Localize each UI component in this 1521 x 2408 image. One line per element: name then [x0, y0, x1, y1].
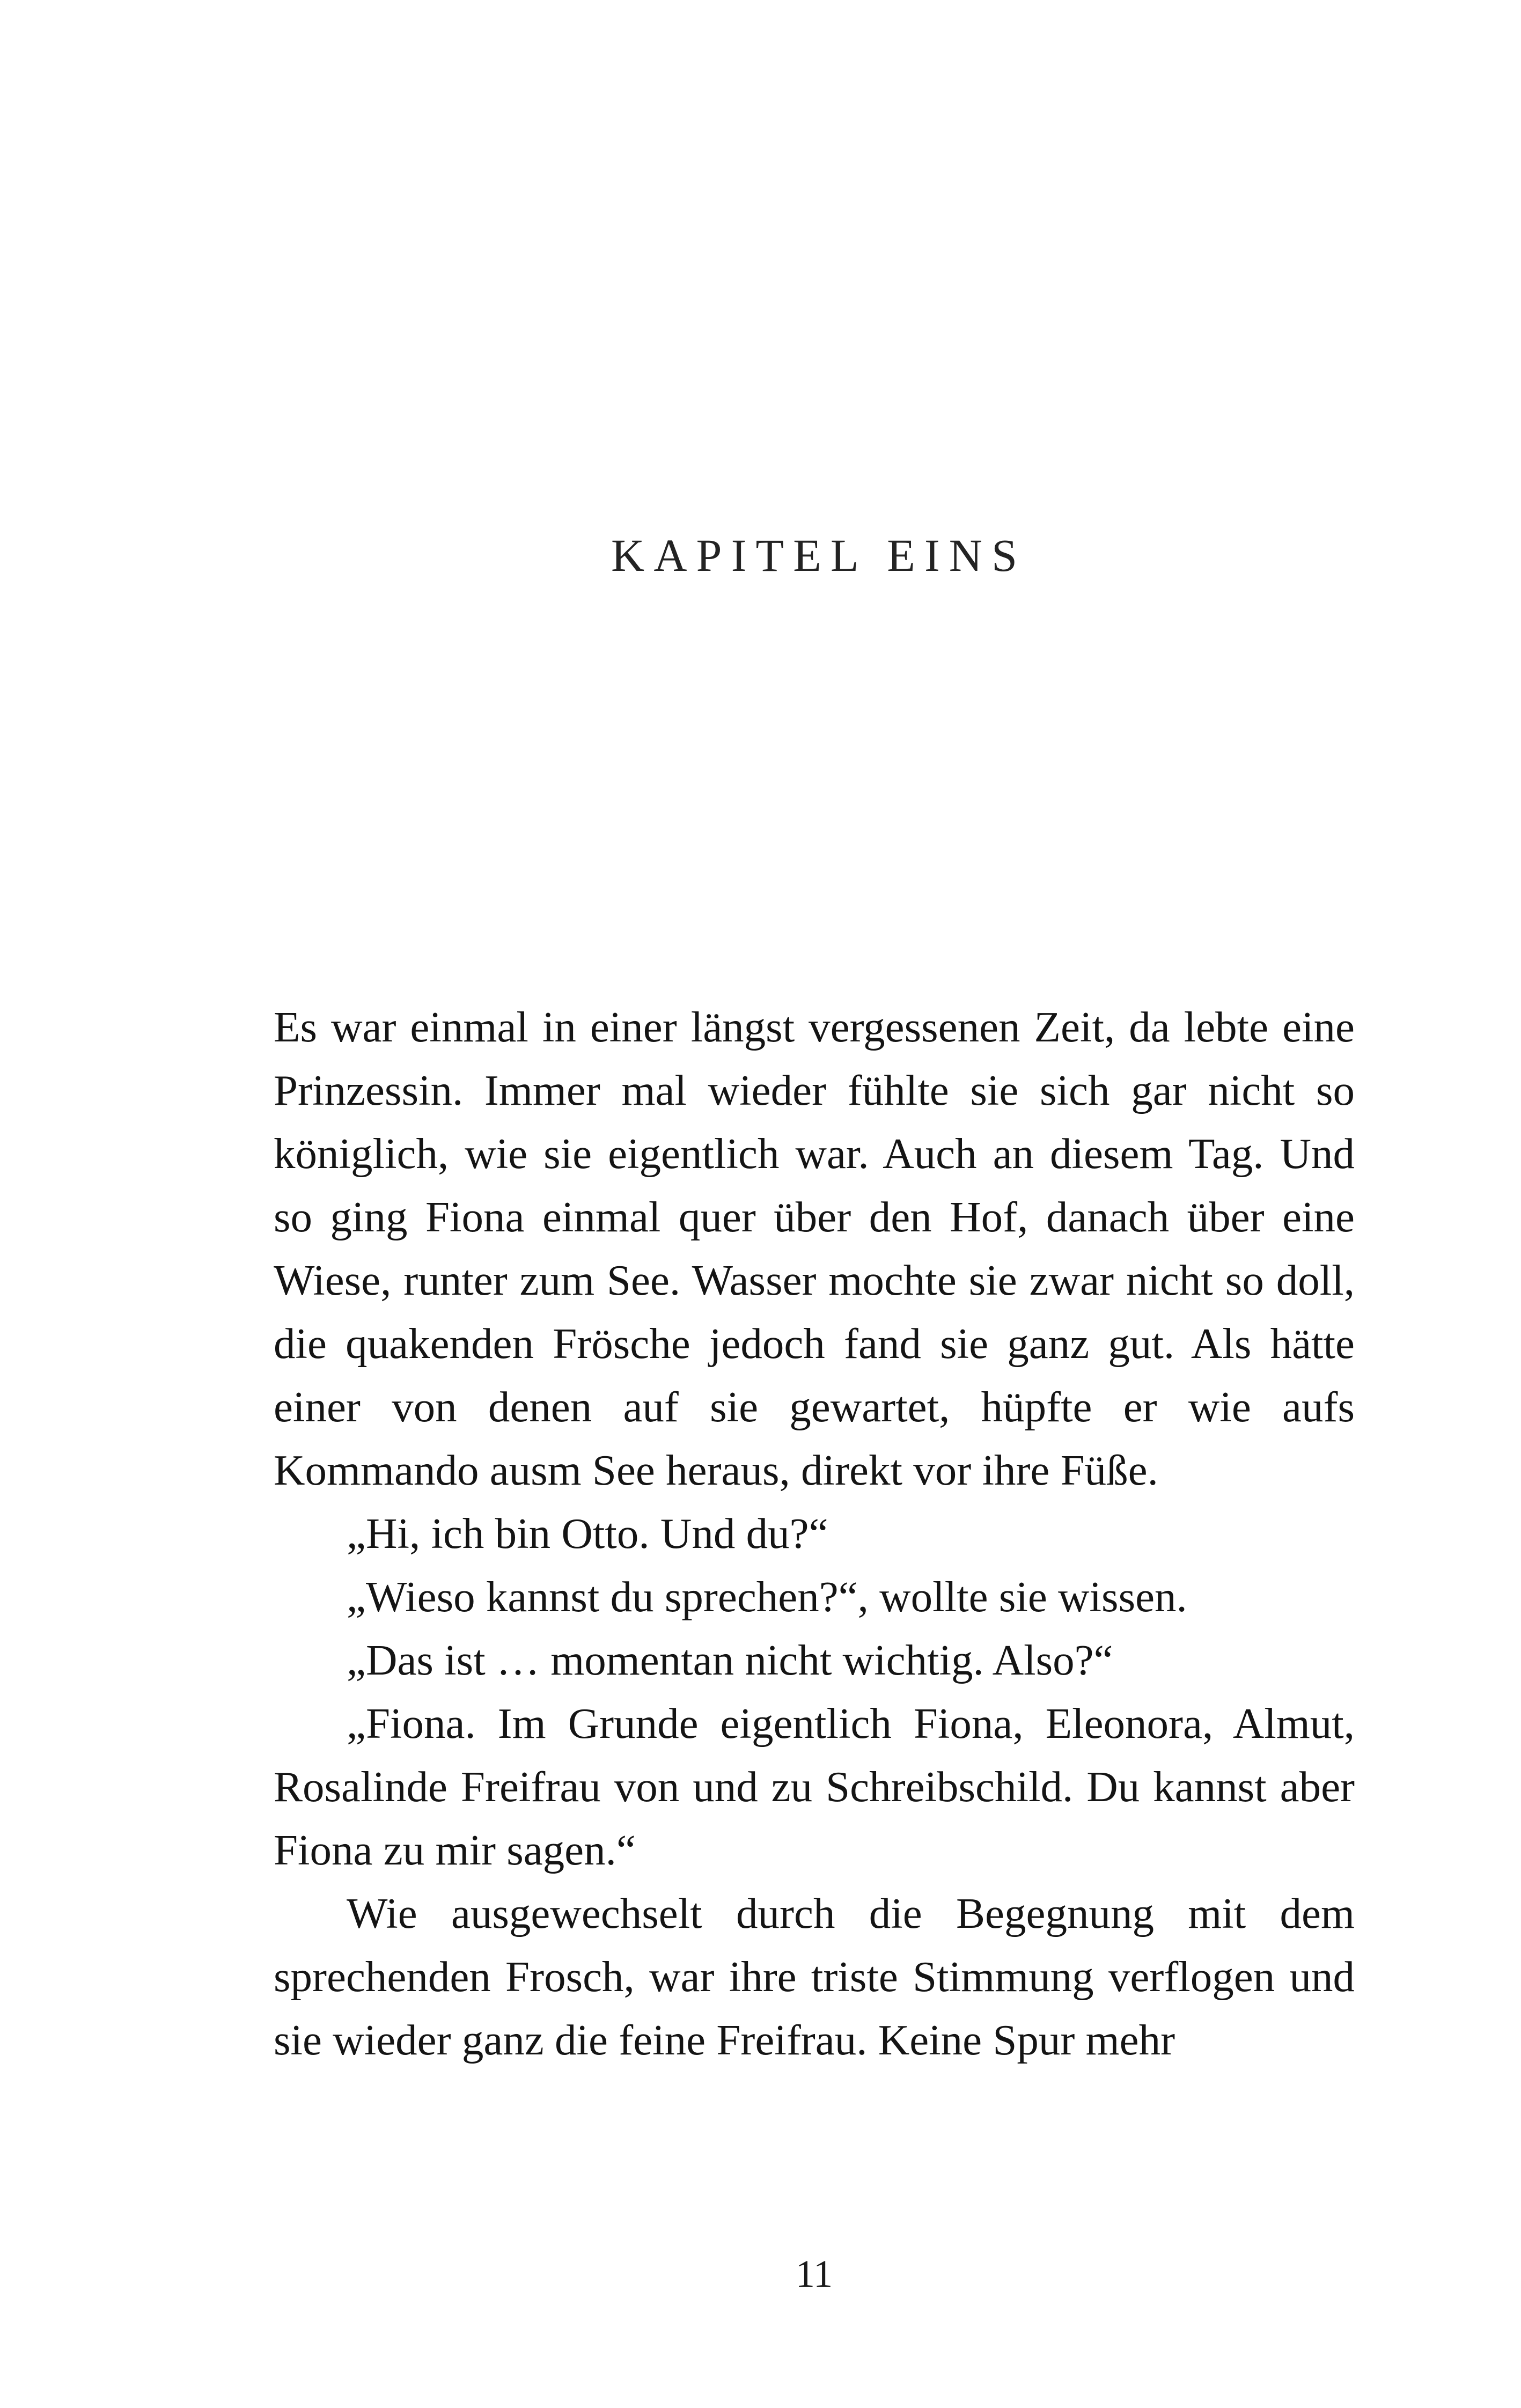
paragraph: Wie ausgewechselt durch die Begegnung mit dem sprechenden Frosch, war ihre triste Stimmung verflogen und sie wieder ganz die feine Freifrau. Keine Spur mehr — [274, 1889, 1355, 2064]
paragraph: Es war einmal in einer längst vergessenen Zeit, da lebte eine Prinzessin. Immer mal wieder fühlte sie sich gar nicht so königlich, wie sie eigentlich war. Auch an diesem Tag. Und so ging Fiona einmal quer über den Hof, danach über eine Wiese, runter zum See. Wasser mochte sie zwar nicht so doll, die quakenden Frösche jedoch fand sie ganz gut. Als hätte einer von denen auf sie gewartet, hüpfte er wie aufs Kommando ausm See heraus, direkt vor ihre Füße. — [274, 1003, 1355, 1494]
paragraph: „Wieso kannst du sprechen?“, wollte sie wissen. — [347, 1573, 1187, 1621]
body-text — [274, 995, 1355, 2072]
paragraph: „Fiona. Im Grunde eigentlich Fiona, Eleonora, Almut, Rosalinde Freifrau von und zu Schreibschild. Du kannst aber Fiona zu mir sagen.“ — [274, 1699, 1355, 1874]
paragraph: „Hi, ich bin Otto. Und du?“ — [347, 1509, 828, 1558]
text-column — [274, 0, 1355, 2072]
paragraph: „Das ist … momentan nicht wichtig. Also?“ — [347, 1636, 1113, 1684]
chapter-title: KAPITEL EINS — [611, 530, 1027, 581]
page-number: 11 — [795, 2252, 833, 2295]
